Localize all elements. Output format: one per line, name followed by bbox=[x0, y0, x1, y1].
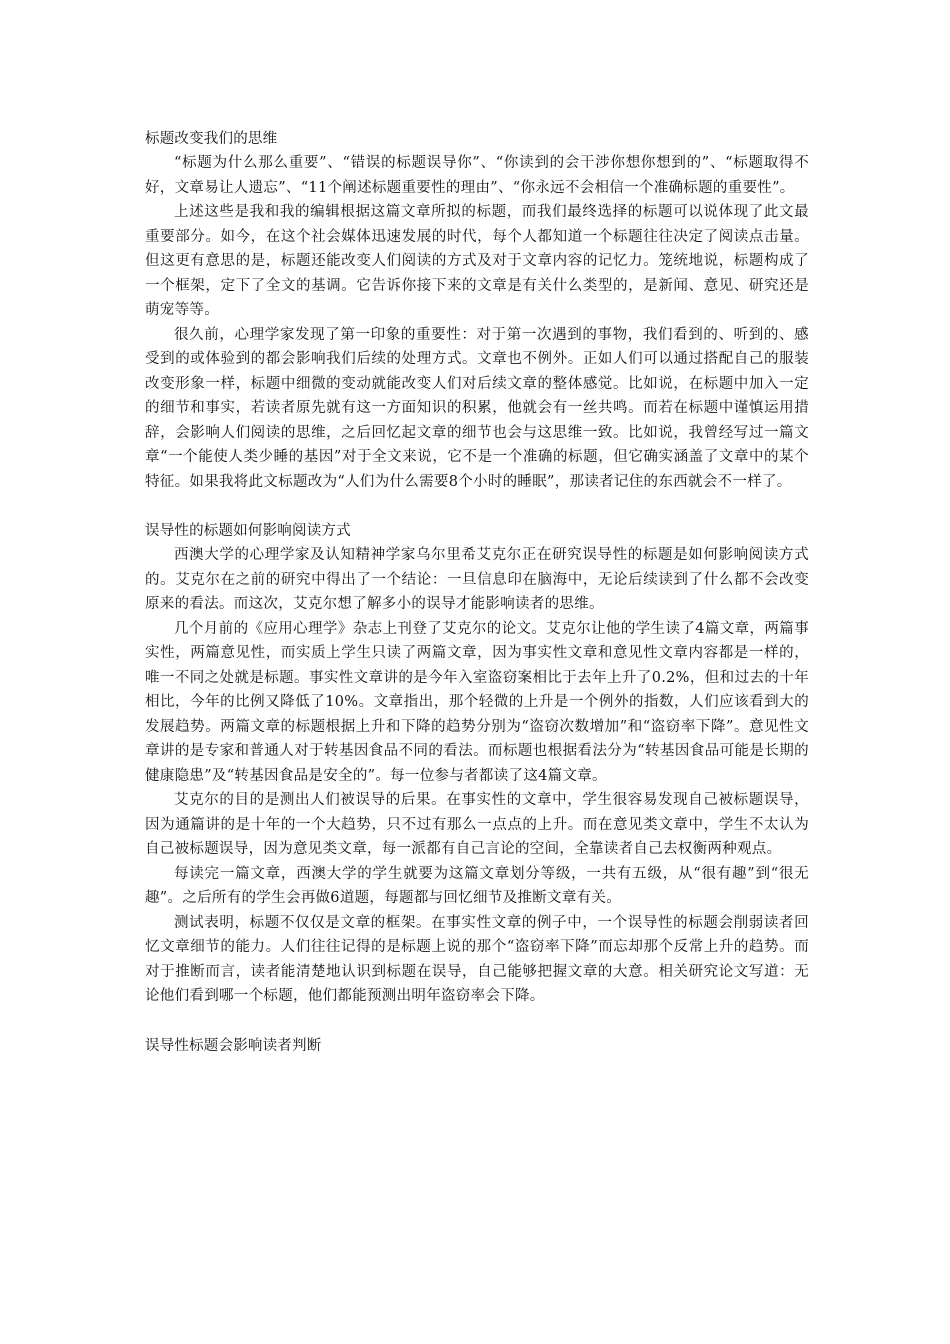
paragraph: 每读完一篇文章，西澳大学的学生就要为这篇文章划分等级，一共有五级，从“很有趣”到“很无趣”。之后所有的学生会再做6道题，每题都与回忆细节及推断文章有关。 bbox=[145, 865, 809, 906]
paragraph: “标题为什么那么重要”、“错误的标题误导你”、“你读到的会干涉你想你想到的”、“标题取得不好，文章易让人遗忘”、“11个阐述标题重要性的理由”、“你永远不会相信一个准确标题的重要性”。 bbox=[145, 155, 809, 196]
section-spacer bbox=[145, 494, 809, 519]
paragraph: 测试表明，标题不仅仅是文章的框架。在事实性文章的例子中，一个误导性的标题会削弱读者回忆文章细节的能力。人们往往记得的是标题上说的那个“盗窃率下降”而忘却那个反常上升的趋势。而对于推断而言，读者能清楚地认识到标题在误导，自己能够把握文章的大意。相关研究论文写道：无论他们看到哪一个标题，他们都能预测出明年盗窃率会下降。 bbox=[145, 914, 809, 1004]
document-page bbox=[145, 127, 809, 1058]
section-heading: 误导性标题会影响读者判断 bbox=[145, 1037, 322, 1054]
section-spacer bbox=[145, 1009, 809, 1034]
paragraph: 西澳大学的心理学家及认知精神学家乌尔里希艾克尔正在研究误导性的标题是如何影响阅读方式的。艾克尔在之前的研究中得出了一个结论：一旦信息印在脑海中，无论后续读到了什么都不会改变原来的看法。而这次，艾克尔想了解多小的误导才能影响读者的思维。 bbox=[145, 547, 809, 612]
paragraph: 艾克尔的目的是测出人们被误导的后果。在事实性的文章中，学生很容易发现自己被标题误导，因为通篇讲的是十年的一个大趋势，只不过有那么一点点的上升。而在意见类文章中，学生不太认为自己被标题误导，因为意见类文章，每一派都有自己言论的空间，全靠读者自己去权衡两种观点。 bbox=[145, 792, 809, 857]
paragraph: 上述这些是我和我的编辑根据这篇文章所拟的标题，而我们最终选择的标题可以说体现了此文最重要部分。如今，在这个社会媒体迅速发展的时代，每个人都知道一个标题往往决定了阅读点击量。但这更有意思的是，标题还能改变人们阅读的方式及对于文章内容的记忆力。笼统地说，标题构成了一个框架，定下了全文的基调。它告诉你接下来的文章是有关什么类型的，是新闻、意见、研究还是萌宠等等。 bbox=[145, 204, 809, 318]
paragraph: 很久前，心理学家发现了第一印象的重要性：对于第一次遇到的事物，我们看到的、听到的、感受到的或体验到的都会影响我们后续的处理方式。文章也不例外。正如人们可以通过搭配自己的服装改变形象一样，标题中细微的变动就能改变人们对后续文章的整体感觉。比如说，在标题中加入一定的细节和事实，若读者原先就有这一方面知识的积累，他就会有一丝共鸣。而若在标题中谨慎运用措辞，会影响人们阅读的思维，之后回忆起文章的细节也会与这思维一致。比如说，我曾经写过一篇文章“一个能使人类少睡的基因”对于全文来说，它不是一个准确的标题，但它确实涵盖了文章中的某个特征。如果我将此文标题改为“人们为什么需要8个小时的睡眠”，那读者记住的东西就会不一样了。 bbox=[145, 326, 809, 490]
paragraph: 几个月前的《应用心理学》杂志上刊登了艾克尔的论文。艾克尔让他的学生读了4篇文章，两篇事实性，两篇意见性，而实质上学生只读了两篇文章，因为事实性文章和意见性文章内容都是一样的，唯一不同之处就是标题。事实性文章讲的是今年入室盗窃案相比于去年上升了0.2%，但和过去的十年相比，今年的比例又降低了10%。文章指出，那个轻微的上升是一个例外的指数，人们应该看到大的发展趋势。两篇文章的标题根据上升和下降的趋势分别为“盗窃次数增加”和“盗窃率下降”。意见性文章讲的是专家和普通人对于转基因食品不同的看法。而标题也根据看法分为“转基因食品可能是长期的健康隐患”及“转基因食品是安全的”。每一位参与者都读了这4篇文章。 bbox=[145, 620, 809, 784]
section-1 bbox=[145, 127, 809, 494]
section-3 bbox=[145, 1034, 809, 1058]
section-heading: 标题改变我们的思维 bbox=[145, 131, 278, 147]
section-2 bbox=[145, 519, 809, 1009]
section-heading: 误导性的标题如何影响阅读方式 bbox=[145, 523, 351, 539]
